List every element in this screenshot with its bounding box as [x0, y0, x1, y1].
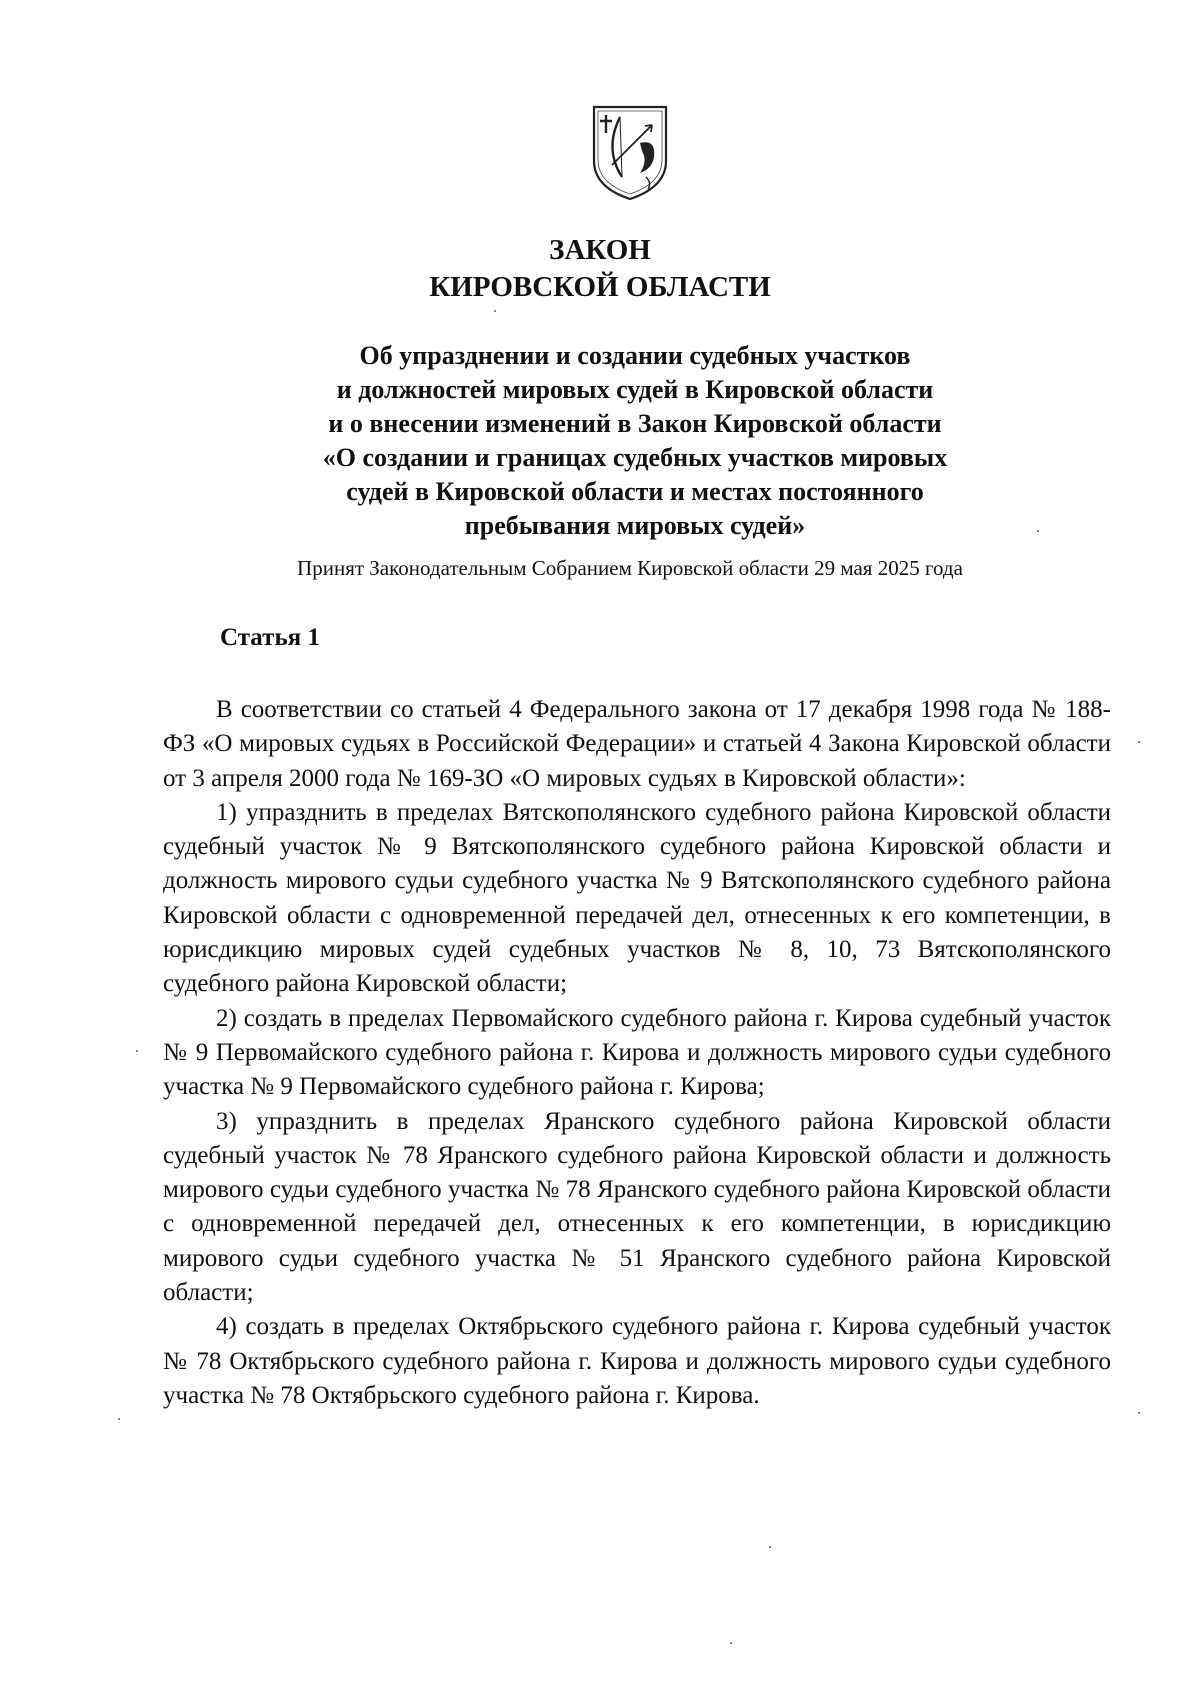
article-item-2: 2) создать в пределах Первомайского судебного района г. Кирова судебный участок № 9 Первомайского судебного района г. Кирова и должность мирового судьи судебного участка № 9 Первомайского судебного района г. Кирова; [163, 1004, 1111, 1101]
article-item-3: 3) упразднить в пределах Яранского судебного района Кировской области судебный участок № 78 Яранского судебного района Кировской области и должность мирового судьи судебного участка № 78 Яранского судебного района Кировской области с одновременной передачей дел, отнесенных к его компетенции, в юрисдикцию мирового судьи судебного участка № 51 Яранского судебного района Кировской области; [163, 1107, 1111, 1307]
subtitle-line-1: Об упразднении и создании судебных участков [359, 341, 911, 370]
article-item-4: 4) создать в пределах Октябрьского судебного района г. Кирова судебный участок № 78 Октябрьского судебного района г. Кирова и должность мирового судьи судебного участка № 78 Октябрьского судебного района г. Кирова. [163, 1313, 1111, 1409]
article-body [163, 693, 1111, 1413]
article-heading: Статья 1 [220, 624, 320, 651]
law-subtitle [0, 339, 1200, 543]
adoption-note: Принят Законодательным Собранием Кировской области 29 мая 2025 года [297, 556, 963, 580]
kirov-oblast-coat-of-arms-icon [590, 103, 670, 203]
subtitle-line-5: судей в Кировской области и местах постоянного [346, 477, 924, 506]
subtitle-line-3: и о внесении изменений в Закон Кировской области [328, 409, 942, 438]
subtitle-line-2: и должностей мировых судей в Кировской области [336, 375, 934, 404]
subtitle-line-4: «О создании и границах судебных участков мировых [322, 443, 948, 472]
article-item-1: 1) упразднить в пределах Вятскополянского судебного района Кировской области судебный участок № 9 Вятскополянского судебного района Кировской области и должность мирового судьи судебного участка № 9 Вятскополянского судебного района Кировской области с одновременной передачей дел, отнесенных к его компетенции, в юрисдикцию мировых судей судебных участков № 8, 10, 73 Вятскополянского судебного района Кировской области; [163, 798, 1111, 998]
title-line-1: ЗАКОН [549, 234, 651, 266]
title-line-2: КИРОВСКОЙ ОБЛАСТИ [429, 271, 771, 303]
article-intro: В соответствии со статьей 4 Федерального закона от 17 декабря 1998 года № 188-ФЗ «О мировых судьях в Российской Федерации» и статьей 4 Закона Кировской области от 3 апреля 2000 года № 169-ЗО «О мировых судьях в Кировской области»: [163, 696, 1111, 792]
subtitle-line-6: пребывания мировых судей» [464, 511, 806, 540]
law-title [0, 232, 1200, 306]
